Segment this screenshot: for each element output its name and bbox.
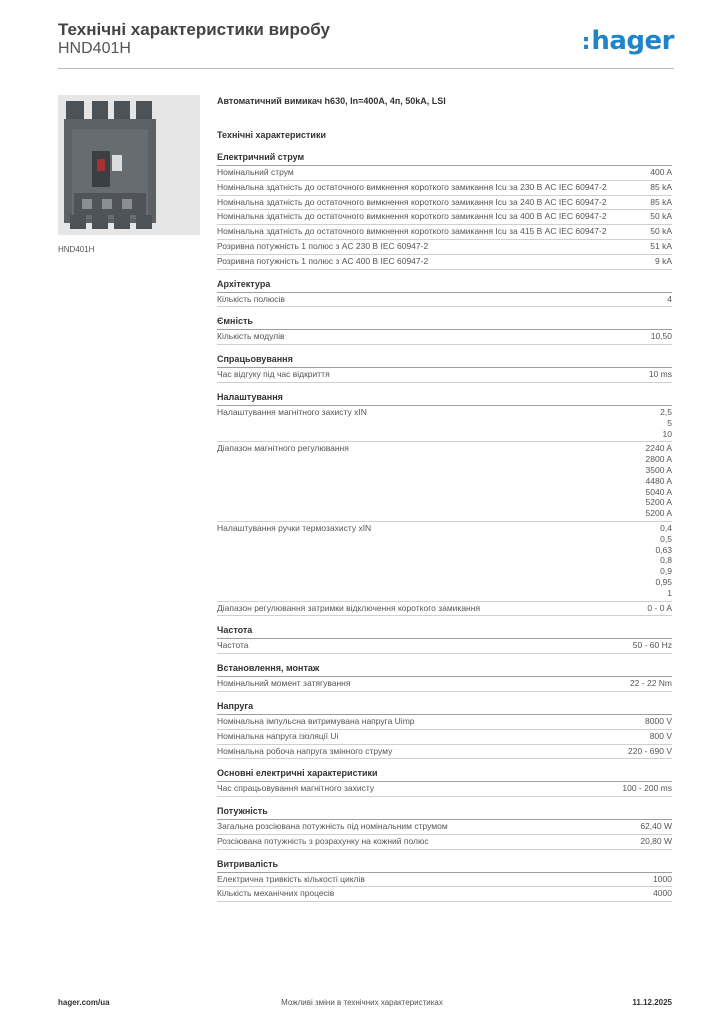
section-title: Архітектура — [217, 279, 672, 293]
spec-value-line: 2,5 — [660, 406, 672, 417]
spec-row — [217, 835, 672, 850]
spec-section — [217, 663, 672, 692]
spec-label: Налаштування ручки термозахисту xIN — [217, 522, 372, 533]
spec-value — [655, 523, 672, 599]
spec-value-line: 4480 A — [645, 475, 672, 486]
spec-row — [217, 745, 672, 760]
spec-value-line: 0,9 — [660, 566, 672, 577]
spec-row — [217, 677, 672, 692]
spec-value-line: 62,40 W — [640, 821, 672, 832]
specifications-panel — [217, 96, 672, 911]
logo-text: hager — [591, 26, 674, 56]
spec-label: Кількість полюсів — [217, 293, 285, 304]
circuit-breaker-icon — [58, 95, 200, 235]
spec-value — [650, 241, 672, 252]
spec-section — [217, 806, 672, 850]
spec-row — [217, 181, 672, 196]
spec-label: Частота — [217, 640, 249, 651]
spec-value — [655, 256, 672, 267]
spec-value-line: 0,95 — [655, 576, 672, 587]
spec-value-line: 2240 A — [645, 443, 672, 454]
spec-label: Загальна розсіювана потужність під номінальним струмом — [217, 821, 448, 832]
spec-value-line: 0,8 — [660, 555, 672, 566]
product-caption: HND401H — [58, 245, 95, 254]
spec-label: Розривна потужність 1 полюс з AC 230 В IEC 60947-2 — [217, 240, 429, 251]
spec-value-line: 50 kA — [650, 226, 672, 237]
spec-value-line: 4000 — [653, 888, 672, 899]
spec-value — [667, 294, 672, 305]
spec-value-line: 800 V — [649, 730, 672, 741]
spec-label: Розривна потужність 1 полюс з AC 400 В IEC 60947-2 — [217, 255, 429, 266]
spec-value-line: 85 kA — [650, 196, 672, 207]
spec-value — [645, 716, 672, 727]
spec-label: Номінальна імпульсна витримувана напруга Uimp — [217, 715, 415, 726]
spec-value-line: 5200 A — [645, 497, 672, 508]
hager-logo[interactable] — [582, 26, 674, 56]
spec-row — [217, 368, 672, 383]
section-title: Напруга — [217, 701, 672, 715]
spec-value — [650, 731, 672, 742]
spec-value-line: 10 — [662, 428, 672, 439]
spec-row — [217, 210, 672, 225]
spec-value-line: 100 - 200 ms — [622, 783, 672, 794]
spec-value — [628, 746, 672, 757]
spec-value-line: 5 — [667, 417, 672, 428]
spec-value — [650, 226, 672, 237]
spec-value-line: 10 ms — [648, 369, 672, 380]
spec-row — [217, 782, 672, 797]
spec-section — [217, 701, 672, 759]
spec-row — [217, 602, 672, 617]
spec-value-line: 50 kA — [650, 211, 672, 222]
logo-mark: : — [581, 30, 591, 55]
section-title: Встановлення, монтаж — [217, 663, 672, 677]
spec-value-line: 20,80 W — [640, 835, 672, 846]
spec-row — [217, 715, 672, 730]
spec-label: Налаштування магнітного захисту xIN — [217, 406, 367, 417]
spec-value-line: 5040 A — [645, 486, 672, 497]
spec-row — [217, 442, 672, 522]
spec-row — [217, 293, 672, 308]
spec-value-line: 85 kA — [650, 181, 672, 192]
section-title: Ємність — [217, 316, 672, 330]
spec-value-line: 3500 A — [645, 464, 672, 475]
spec-value — [651, 331, 672, 342]
spec-value-line: 9 kA — [654, 255, 672, 266]
spec-value-line: 4 — [667, 293, 672, 304]
spec-label: Номінальна здатність до остаточного вимкнення короткого замикання Icu за 400 В AC IEC 60947-2 — [217, 211, 607, 222]
spec-row — [217, 873, 672, 888]
spec-value — [653, 874, 672, 885]
header-divider — [58, 68, 674, 69]
spec-value-line: 2800 A — [645, 454, 672, 465]
spec-section — [217, 316, 672, 345]
spec-value-line: 1 — [667, 587, 672, 598]
spec-label: Номінальна робоча напруга змінного струму — [217, 745, 393, 756]
spec-row — [217, 730, 672, 745]
spec-label: Номінальна напруга ізоляції Ui — [217, 730, 339, 741]
spec-value-line: 22 - 22 Nm — [629, 678, 672, 689]
spec-sections — [217, 152, 672, 902]
spec-row — [217, 820, 672, 835]
spec-row — [217, 639, 672, 654]
spec-row — [217, 330, 672, 345]
section-title: Спрацьовування — [217, 354, 672, 368]
spec-value-line: 5200 A — [645, 508, 672, 519]
spec-label: Кількість механічних процесів — [217, 888, 335, 899]
spec-section — [217, 152, 672, 270]
spec-value-line: 0,63 — [655, 544, 672, 555]
spec-label: Розсіювана потужність з розрахунку на кожний полюс — [217, 835, 429, 846]
spec-value — [649, 369, 672, 380]
spec-label: Номінальний момент затягування — [217, 678, 351, 689]
spec-value-line: 220 - 690 V — [628, 745, 672, 756]
spec-row — [217, 255, 672, 270]
spec-section — [217, 392, 672, 616]
footer-date: 11.12.2025 — [632, 998, 672, 1007]
page-title: Технічні характеристики виробу — [58, 20, 330, 39]
spec-value — [650, 211, 672, 222]
product-name: Автоматичний вимикач h630, In=400A, 4п, 50kA, LSI — [217, 96, 446, 106]
spec-section — [217, 279, 672, 308]
spec-label: Час відгуку під час відкриття — [217, 369, 330, 380]
spec-label: Електрична тривкість кількості циклів — [217, 873, 365, 884]
spec-row — [217, 887, 672, 902]
spec-label: Діапазон магнітного регулювання — [217, 443, 349, 454]
spec-label: Діапазон регулювання затримки відключення короткого замикання — [217, 602, 481, 613]
spec-row — [217, 196, 672, 211]
spec-label: Номінальна здатність до остаточного вимкнення короткого замикання Icu за 230 В AC IEC 60947-2 — [217, 181, 607, 192]
product-image — [58, 95, 200, 235]
spec-row — [217, 240, 672, 255]
spec-row — [217, 166, 672, 181]
spec-value — [650, 182, 672, 193]
spec-value-line: 0,5 — [660, 533, 672, 544]
spec-section — [217, 354, 672, 383]
spec-value — [660, 407, 672, 439]
spec-value — [650, 167, 672, 178]
page-subtitle: HND401H — [58, 40, 131, 57]
spec-value — [646, 443, 672, 519]
spec-value — [622, 783, 672, 794]
section-title: Витривалість — [217, 859, 672, 873]
spec-value-line: 400 A — [650, 167, 672, 177]
spec-label: Номінальна здатність до остаточного вимкнення короткого замикання Icu за 240 В AC IEC 60947-2 — [217, 196, 607, 207]
spec-label: Номінальна здатність до остаточного вимкнення короткого замикання Icu за 415 В AC IEC 60947-2 — [217, 226, 607, 237]
section-title: Потужність — [217, 806, 672, 820]
spec-section — [217, 625, 672, 654]
section-title: Частота — [217, 625, 672, 639]
spec-value — [630, 678, 672, 689]
footer-notice: Можливі зміни в технічних характеристиках — [281, 998, 443, 1007]
spec-value-line: 50 - 60 Hz — [632, 640, 672, 651]
spec-value-line: 51 kA — [650, 240, 672, 251]
spec-value-line: 1000 — [653, 873, 672, 884]
footer-website-link[interactable]: hager.com/ua — [58, 998, 110, 1007]
spec-value-line: 8000 V — [645, 715, 672, 726]
spec-value-line: 0 - 0 A — [647, 602, 672, 613]
spec-label: Час спрацьовування магнітного захисту — [217, 783, 375, 794]
spec-row — [217, 406, 672, 442]
spec-value — [640, 821, 672, 832]
spec-row — [217, 225, 672, 240]
spec-value — [633, 640, 672, 651]
spec-row — [217, 522, 672, 602]
spec-value-line: 10,50 — [650, 331, 672, 342]
tech-heading: Технічні характеристики — [217, 130, 326, 140]
spec-value — [653, 888, 672, 899]
spec-label: Кількість модулів — [217, 331, 285, 342]
spec-section — [217, 859, 672, 903]
section-title: Електричний струм — [217, 152, 672, 166]
section-title: Налаштування — [217, 392, 672, 406]
spec-value — [647, 603, 672, 614]
spec-value — [640, 836, 672, 847]
section-title: Основні електричні характеристики — [217, 768, 672, 782]
spec-value — [650, 197, 672, 208]
spec-section — [217, 768, 672, 797]
spec-label: Номінальний струм — [217, 167, 294, 177]
spec-value-line: 0,4 — [660, 522, 672, 533]
